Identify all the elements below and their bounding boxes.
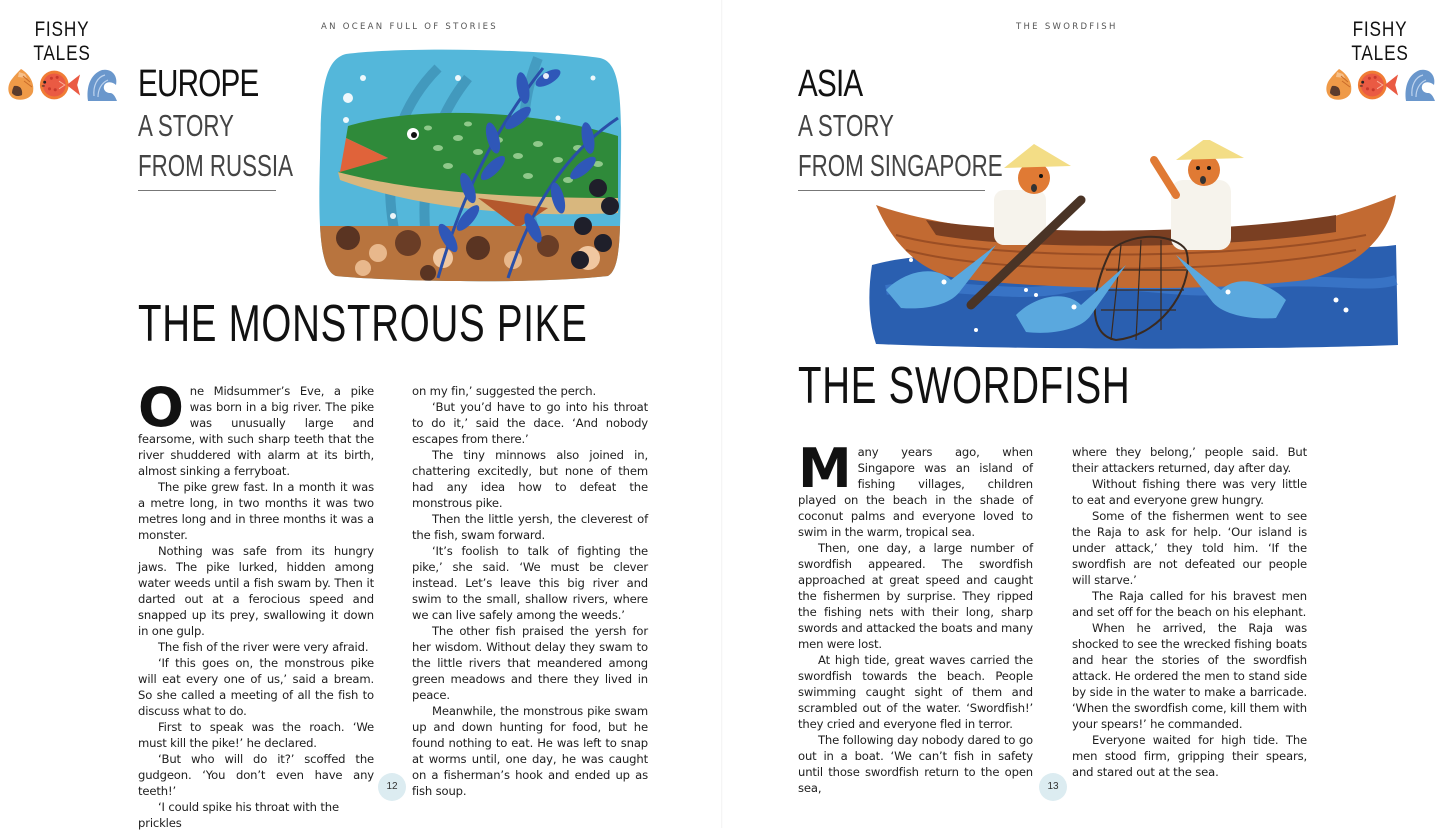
paragraph: ‘It’s foolish to talk of fighting the pike,’ she said. ‘We must be clever instead. Let’s leave this big river and swim to the small, shallow rivers, where we can live safely among the weeds.’ [412, 544, 648, 622]
story-column-2 [412, 383, 648, 799]
wave-icon [1402, 68, 1436, 102]
paragraph: Nothing was safe from its hungry jaws. The pike lurked, hidden among water weeds until a fish swam by. Then it darted out at a ferocious speed and snapped up its prey, swallowing it down in one gulp. [138, 544, 374, 638]
brand-logo [6, 18, 118, 102]
shell-icon [6, 68, 36, 102]
region-subtitle-line1: A STORY [138, 108, 234, 143]
swordfish-illustration [866, 140, 1406, 350]
region-subtitle-line2: FROM RUSSIA [138, 148, 294, 183]
paragraph: When he arrived, the Raja was shocked to see the wrecked fishing boats and hear the stories of the swordfish attack. He ordered the men to stand side by side in the water to make a barricade. ‘When the swordfish come, kill them with your spears!’ he commanded. [1072, 621, 1307, 731]
paragraph: The following day nobody dared to go out in a boat. ‘We can’t fish in safety until those swordfish return to the open sea, [798, 733, 1033, 795]
running-head: THE SWORDFISH [1016, 22, 1118, 32]
paragraph: The pike grew fast. In a month it was a metre long, in two months it was two metres long and in three months it was a monster. [138, 480, 374, 542]
brand-title: FISHY TALES [33, 18, 91, 65]
left-page [0, 0, 722, 828]
story-title: THE SWORDFISH [798, 357, 1131, 415]
right-page [722, 0, 1445, 828]
paragraph: ‘But who will do it?’ scoffed the gudgeon. ‘You don’t even have any teeth!’ [138, 752, 374, 798]
paragraph: At high tide, great waves carried the swordfish towards the beach. People swimming caught sight of them and scrambled out of the water. ‘Swordfish!’ they cried and everyone fled in terror. [798, 653, 1033, 731]
paragraph: First to speak was the roach. ‘We must kill the pike!’ he declared. [138, 720, 374, 750]
pike-illustration [318, 48, 622, 282]
story-column-1 [798, 437, 1033, 796]
running-head: AN OCEAN FULL OF STORIES [321, 22, 498, 32]
story-column-1 [138, 376, 374, 831]
paragraph: One Midsummer’s Eve, a pike was born in a big river. The pike was unusually large and fearsome, with such sharp teeth that the river shuddered with alarm at its birth, almost sinking a ferryboat. [138, 376, 374, 478]
paragraph: ‘But you’d have to go into his throat to do it,’ said the dace. ‘And nobody escapes from there.’ [412, 400, 648, 446]
wave-icon [84, 68, 118, 102]
continent-label: EUROPE [138, 63, 259, 105]
fish-icon [1356, 68, 1400, 102]
paragraph: Then, one day, a large number of swordfish appeared. The swordfish approached at great speed and caught the fishermen by surprise. They ripped the fishing nets with their long, sharp swords and attacked the boats and many men were lost. [798, 541, 1033, 651]
page-number: 12 [378, 773, 406, 801]
page-number: 13 [1039, 773, 1067, 801]
brand-title: FISHY TALES [1351, 18, 1409, 65]
paragraph: The Raja called for his bravest men and set off for the beach on his elephant. [1072, 589, 1307, 619]
shell-icon [1324, 68, 1354, 102]
paragraph: Meanwhile, the monstrous pike swam up and down hunting for food, but he found nothing to eat. He was left to snap at worms until, one day, he was caught on a fisherman’s hook and ended up as fish soup. [412, 704, 648, 798]
story-title: THE MONSTROUS PIKE [138, 295, 588, 353]
fish-icon [38, 68, 82, 102]
story-column-2 [1072, 444, 1307, 780]
paragraph: The tiny minnows also joined in, chattering excitedly, but none of them had any idea how to defeat the monstrous pike. [412, 448, 648, 510]
brand-logo [1324, 18, 1436, 102]
paragraph: where they belong,’ people said. But their attackers returned, day after day. [1072, 445, 1307, 475]
region-subtitle-line1: A STORY [798, 108, 894, 143]
drop-cap: M [798, 437, 852, 500]
paragraph: on my fin,’ suggested the perch. [412, 384, 597, 398]
paragraph: Without fishing there was very little to eat and everyone grew hungry. [1072, 477, 1307, 507]
paragraph: Some of the fishermen went to see the Raja to ask for help. ‘Our island is under attack,’ they told him. ‘If the swordfish are not defeated our people will starve.’ [1072, 509, 1307, 587]
paragraph: ‘I could spike his throat with the prickles [138, 800, 339, 830]
continent-label: ASIA [798, 63, 863, 105]
paragraph: Everyone waited for high tide. The men stood firm, gripping their spears, and stared out at the sea. [1072, 733, 1307, 779]
paragraph: Then the little yersh, the cleverest of the fish, swam forward. [412, 512, 648, 542]
paragraph: Many years ago, when Singapore was an island of fishing villages, children played on the beach in the shade of coconut palms and everyone loved to swim in the warm, tropical sea. [798, 437, 1033, 539]
paragraph: The other fish praised the yersh for her wisdom. Without delay they swam to the little rivers that meandered among green meadows and there they lived in peace. [412, 624, 648, 702]
drop-cap: O [138, 376, 184, 439]
region-heading [138, 62, 294, 191]
region-subtitle-line2: FROM SINGAPORE [798, 148, 1003, 183]
paragraph: The fish of the river were very afraid. [158, 640, 369, 654]
region-underline [138, 190, 276, 191]
paragraph: ‘If this goes on, the monstrous pike will eat every one of us,’ said a bream. So she called a meeting of all the fish to discuss what to do. [138, 656, 374, 718]
